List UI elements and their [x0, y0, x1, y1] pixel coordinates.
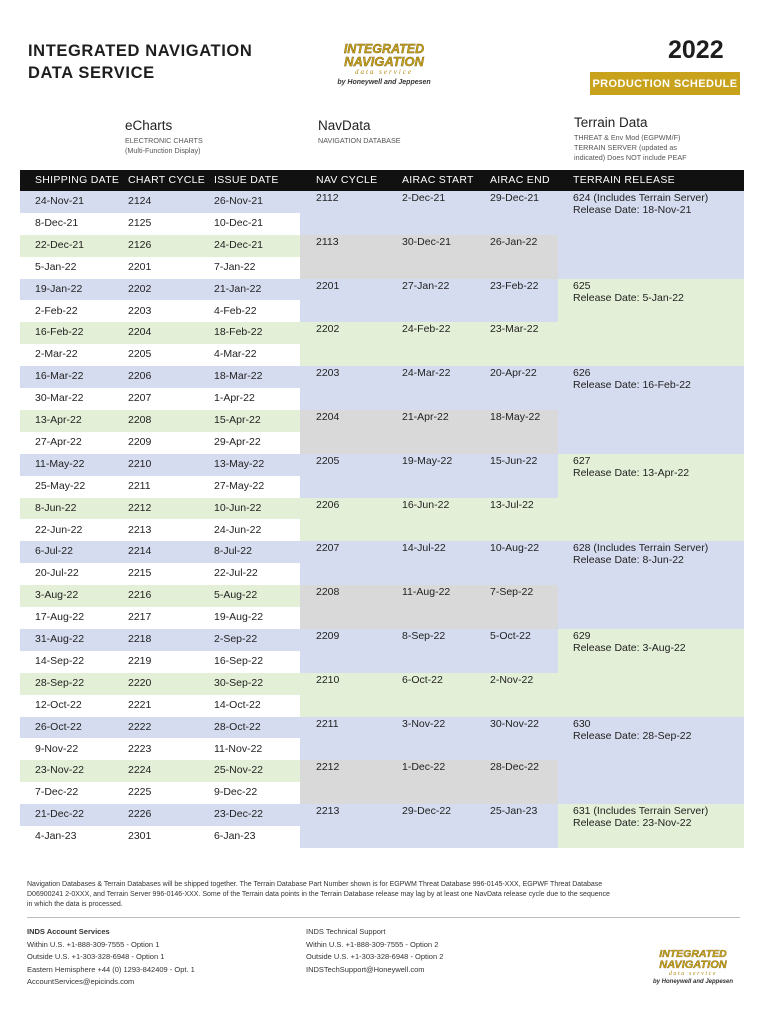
echarts-cell-shipping-date: 16-Feb-22: [35, 326, 84, 339]
echarts-cell-chart-cycle: 2221: [128, 698, 152, 711]
svg-text:data service: data service: [668, 971, 718, 977]
echarts-cell-chart-cycle: 2220: [128, 676, 152, 689]
navdata-cell-airac-start: 24-Mar-22: [402, 367, 451, 380]
echarts-subtitle-1: ELECTRONIC CHARTS: [125, 136, 203, 145]
echarts-cell-issue-date: 15-Apr-22: [214, 414, 261, 426]
echarts-cell-issue-date: 23-Dec-22: [214, 808, 264, 821]
echarts-cell-chart-cycle: 2201: [128, 260, 152, 273]
echarts-cell-chart-cycle: 2207: [128, 392, 152, 405]
navdata-cell-nav-cycle: 2209: [316, 630, 340, 642]
svg-text:by Honeywell and Jeppesen: by Honeywell and Jeppesen: [652, 979, 734, 985]
echarts-cell-chart-cycle: 2212: [128, 501, 152, 514]
echarts-cell-chart-cycle: 2213: [128, 523, 152, 536]
echarts-cell-shipping-date: 22-Jun-22: [35, 523, 83, 536]
echarts-cell-chart-cycle: 2224: [128, 764, 152, 777]
account-phone-outside: Outside U.S. +1-303-328-6948 - Option 1: [27, 952, 165, 961]
navdata-cell-airac-end: 23-Mar-22: [490, 323, 539, 336]
terrain-release-date: Release Date: 3-Aug-22: [573, 642, 686, 654]
terrain-release-number: 630: [573, 717, 591, 730]
echarts-cell-shipping-date: 9-Nov-22: [35, 742, 79, 755]
terrain-release-number: 627: [573, 454, 591, 467]
title-line-2: DATA SERVICE: [28, 64, 155, 82]
echarts-cell-chart-cycle: 2223: [128, 742, 152, 755]
navdata-cell-airac-end: 15-Jun-22: [490, 454, 538, 467]
navdata-cell-airac-end: 30-Nov-22: [490, 717, 540, 730]
navdata-cell-airac-start: 27-Jan-22: [402, 279, 450, 292]
account-services-title: INDS Account Services: [27, 927, 110, 936]
echarts-cell-shipping-date: 8-Jun-22: [35, 501, 77, 514]
echarts-cell-chart-cycle: 2217: [128, 611, 152, 624]
echarts-cell-issue-date: 22-Jul-22: [214, 567, 258, 580]
echarts-cell-shipping-date: 16-Mar-22: [35, 370, 84, 383]
echarts-cell-chart-cycle: 2124: [128, 195, 152, 207]
footer-divider: [27, 917, 740, 918]
account-phone-eastern: Eastern Hemisphere +44 (0) 1293-842409 - Opt. 1: [27, 964, 195, 974]
echarts-cell-chart-cycle: 2202: [128, 282, 152, 295]
echarts-cell-chart-cycle: 2222: [128, 720, 152, 733]
document-title: [28, 40, 252, 84]
navdata-cell-airac-start: 21-Apr-22: [402, 411, 449, 423]
svg-text:NAVIGATION: NAVIGATION: [659, 959, 727, 971]
tech-email-link[interactable]: INDSTechSupport@Honeywell.com: [306, 964, 425, 974]
terrain-release-number: 628 (Includes Terrain Server): [573, 542, 709, 555]
echarts-cell-chart-cycle: 2226: [128, 808, 152, 821]
svg-text:NAVIGATION: NAVIGATION: [344, 54, 424, 69]
navdata-cell-nav-cycle: 2205: [316, 454, 340, 467]
echarts-cell-shipping-date: 13-Apr-22: [35, 414, 82, 426]
navdata-cell-nav-cycle: 2201: [316, 279, 340, 292]
echarts-cell-shipping-date: 11-May-22: [35, 457, 85, 470]
navdata-cell-airac-start: 14-Jul-22: [402, 542, 446, 555]
echarts-cell-issue-date: 4-Mar-22: [214, 348, 257, 361]
navdata-cell-airac-end: 26-Jan-22: [490, 235, 538, 248]
echarts-cell-shipping-date: 3-Aug-22: [35, 589, 79, 602]
navdata-cell-nav-cycle: 2207: [316, 542, 340, 555]
echarts-cell-issue-date: 5-Aug-22: [214, 589, 258, 602]
echarts-cell-issue-date: 10-Dec-21: [214, 216, 264, 229]
tech-phone-us: Within U.S. +1-888-309-7555 - Option 2: [306, 939, 439, 949]
navdata-cell-nav-cycle: 2202: [316, 323, 340, 336]
navdata-cell-nav-cycle: 2212: [316, 761, 340, 774]
echarts-cell-shipping-date: 17-Aug-22: [35, 611, 85, 624]
echarts-cell-shipping-date: 4-Jan-23: [35, 830, 77, 843]
echarts-cell-issue-date: 13-May-22: [214, 457, 265, 470]
echarts-cell-shipping-date: 2-Feb-22: [35, 304, 78, 317]
echarts-cell-issue-date: 7-Jan-22: [214, 260, 256, 273]
svg-text:INTEGRATED: INTEGRATED: [659, 948, 727, 960]
terrain-release-date: Release Date: 8-Jun-22: [573, 554, 684, 567]
production-schedule-badge: PRODUCTION SCHEDULE: [590, 72, 740, 95]
terrain-release-date: Release Date: 23-Nov-22: [573, 817, 692, 830]
navdata-cell-airac-end: 2-Nov-22: [490, 673, 534, 686]
navdata-cell-airac-start: 6-Oct-22: [402, 673, 443, 686]
navdata-cell-nav-cycle: 2208: [316, 586, 340, 599]
echarts-cell-shipping-date: 24-Nov-21: [35, 195, 85, 207]
echarts-cell-issue-date: 14-Oct-22: [214, 698, 261, 711]
echarts-cell-chart-cycle: 2206: [128, 370, 152, 383]
title-line-1: INTEGRATED NAVIGATION: [28, 42, 253, 60]
echarts-cell-shipping-date: 31-Aug-22: [35, 633, 85, 645]
svg-text:data service: data service: [354, 68, 414, 76]
col-header-nav-cycle: NAV CYCLE: [316, 174, 378, 186]
echarts-title: eCharts: [125, 118, 173, 133]
navdata-cell-nav-cycle: 2211: [316, 717, 339, 730]
terrain-subtitle-2: TERRAIN SERVER (updated as: [574, 143, 677, 152]
terrain-release-date: Release Date: 16-Feb-22: [573, 379, 691, 392]
navdata-cell-airac-start: 3-Nov-22: [402, 717, 446, 730]
terrain-section-header: [574, 115, 687, 163]
navdata-cell-airac-start: 2-Dec-21: [402, 192, 446, 204]
navdata-cell-airac-start: 19-May-22: [402, 454, 453, 467]
terrain-release-number: 626: [573, 367, 591, 380]
navdata-cell-nav-cycle: 2112: [316, 192, 339, 204]
tech-support-title: INDS Technical Support: [306, 927, 386, 936]
terrain-title: Terrain Data: [574, 115, 648, 130]
terrain-release-number: 625: [573, 279, 591, 292]
echarts-cell-shipping-date: 8-Dec-21: [35, 216, 79, 229]
echarts-cell-issue-date: 24-Jun-22: [214, 523, 262, 536]
navdata-cell-nav-cycle: 2203: [316, 367, 340, 380]
echarts-cell-issue-date: 19-Aug-22: [214, 611, 264, 624]
navdata-cell-nav-cycle: 2204: [316, 411, 340, 423]
echarts-cell-issue-date: 27-May-22: [214, 479, 265, 492]
navdata-section-header: [318, 118, 401, 146]
echarts-cell-shipping-date: 28-Sep-22: [35, 676, 85, 689]
navdata-cell-airac-start: 29-Dec-22: [402, 805, 452, 818]
navdata-cell-airac-end: 28-Dec-22: [490, 761, 540, 774]
echarts-cell-issue-date: 11-Nov-22: [214, 742, 263, 755]
echarts-cell-chart-cycle: 2215: [128, 567, 152, 580]
echarts-section-header: [125, 118, 203, 156]
navdata-cell-airac-end: 20-Apr-22: [490, 367, 537, 380]
echarts-cell-issue-date: 25-Nov-22: [214, 764, 264, 777]
echarts-cell-issue-date: 6-Jan-23: [214, 830, 256, 843]
echarts-cell-issue-date: 26-Nov-21: [214, 195, 264, 207]
terrain-release-number: 629: [573, 630, 591, 642]
echarts-cell-shipping-date: 30-Mar-22: [35, 392, 84, 405]
echarts-cell-shipping-date: 6-Jul-22: [35, 545, 73, 558]
echarts-cell-shipping-date: 21-Dec-22: [35, 808, 85, 821]
note-line-3: in which the data is processed.: [27, 901, 123, 908]
echarts-cell-chart-cycle: 2225: [128, 786, 152, 799]
navdata-cell-airac-end: 5-Oct-22: [490, 630, 531, 642]
echarts-cell-chart-cycle: 2301: [128, 830, 152, 843]
echarts-cell-chart-cycle: 2211: [128, 479, 151, 492]
note-line-1: Navigation Databases & Terrain Databases will be shipped together. The Terrain Database Part Number shown is for EGPWM Threat Database 996-0145-XXX, EGPWF Threat Database: [27, 881, 603, 888]
echarts-cell-shipping-date: 25-May-22: [35, 479, 86, 492]
echarts-cell-shipping-date: 14-Sep-22: [35, 654, 85, 667]
echarts-cell-issue-date: 30-Sep-22: [214, 676, 264, 689]
navdata-cell-airac-start: 8-Sep-22: [402, 630, 446, 642]
echarts-cell-chart-cycle: 2205: [128, 348, 152, 361]
terrain-release-date: Release Date: 5-Jan-22: [573, 291, 684, 304]
echarts-cell-shipping-date: 22-Dec-21: [35, 238, 85, 251]
navdata-cell-airac-end: 7-Sep-22: [490, 586, 534, 599]
navdata-cell-airac-end: 13-Jul-22: [490, 498, 534, 511]
navdata-cell-airac-end: 10-Aug-22: [490, 542, 540, 555]
echarts-cell-issue-date: 18-Feb-22: [214, 326, 263, 339]
echarts-cell-shipping-date: 19-Jan-22: [35, 282, 83, 295]
echarts-cell-shipping-date: 7-Dec-22: [35, 786, 79, 799]
col-header-issue-date: ISSUE DATE: [214, 174, 279, 186]
col-header-shipping-date: SHIPPING DATE: [35, 174, 120, 186]
navdata-cell-nav-cycle: 2206: [316, 498, 340, 511]
col-header-airac-end: AIRAC END: [490, 174, 550, 186]
echarts-cell-issue-date: 28-Oct-22: [214, 720, 261, 733]
shipping-note: [27, 880, 747, 910]
navdata-cell-airac-end: 18-May-22: [490, 411, 541, 423]
note-line-2: D06900241 2-0XXX, and Terrain Server 996-0146-XXX. Some of the Terrain data points in the Terrain Database release may lag by at least one NavData release cycle due to the sequence: [27, 891, 610, 898]
echarts-cell-issue-date: 2-Sep-22: [214, 633, 258, 645]
echarts-cell-issue-date: 8-Jul-22: [214, 545, 252, 558]
echarts-cell-issue-date: 9-Dec-22: [214, 786, 258, 799]
echarts-cell-chart-cycle: 2203: [128, 304, 152, 317]
navdata-title: NavData: [318, 118, 371, 133]
navdata-cell-airac-start: 24-Feb-22: [402, 323, 451, 336]
echarts-cell-chart-cycle: 2218: [128, 633, 152, 645]
echarts-cell-chart-cycle: 2125: [128, 216, 152, 229]
terrain-release-number: 624 (Includes Terrain Server): [573, 192, 709, 204]
terrain-release-date: Release Date: 28-Sep-22: [573, 729, 692, 742]
navdata-cell-nav-cycle: 2113: [316, 235, 339, 248]
echarts-cell-issue-date: 18-Mar-22: [214, 370, 263, 383]
account-services-contact: [27, 926, 195, 989]
inds-logo: [326, 40, 442, 88]
echarts-cell-chart-cycle: 2216: [128, 589, 152, 602]
navdata-cell-airac-end: 29-Dec-21: [490, 192, 540, 204]
echarts-cell-shipping-date: 12-Oct-22: [35, 698, 82, 711]
echarts-cell-shipping-date: 26-Oct-22: [35, 720, 82, 733]
echarts-cell-shipping-date: 27-Apr-22: [35, 435, 82, 448]
echarts-cell-issue-date: 1-Apr-22: [214, 392, 255, 405]
account-email-link[interactable]: AccountServices@epicinds.com: [27, 977, 135, 986]
echarts-cell-chart-cycle: 2126: [128, 238, 152, 251]
navdata-cell-airac-start: 16-Jun-22: [402, 498, 450, 511]
echarts-cell-issue-date: 16-Sep-22: [214, 654, 264, 667]
terrain-subtitle-1: THREAT & Env Mod (EGPWM/F): [574, 133, 681, 142]
navdata-cell-airac-end: 23-Feb-22: [490, 279, 539, 292]
echarts-subtitle-2: (Multi-Function Display): [125, 146, 201, 155]
echarts-cell-chart-cycle: 2208: [128, 414, 152, 426]
col-header-chart-cycle: CHART CYCLE: [128, 174, 206, 186]
account-phone-us: Within U.S. +1-888-309-7555 - Option 1: [27, 939, 160, 949]
navdata-cell-airac-start: 11-Aug-22: [402, 586, 451, 599]
echarts-cell-issue-date: 4-Feb-22: [214, 304, 257, 317]
navdata-cell-airac-start: 30-Dec-21: [402, 235, 452, 248]
navdata-subtitle: NAVIGATION DATABASE: [318, 136, 401, 145]
navdata-cell-nav-cycle: 2213: [316, 805, 340, 818]
technical-support-contact: [306, 926, 443, 976]
terrain-subtitle-3: indicated) Does NOT include PEAF: [574, 153, 687, 162]
echarts-cell-chart-cycle: 2219: [128, 654, 152, 667]
navdata-cell-nav-cycle: 2210: [316, 673, 340, 686]
terrain-release-date: Release Date: 18-Nov-21: [573, 204, 692, 216]
inds-footer-logo: [644, 946, 742, 986]
echarts-cell-shipping-date: 23-Nov-22: [35, 764, 85, 777]
echarts-cell-chart-cycle: 2209: [128, 435, 152, 448]
echarts-cell-issue-date: 24-Dec-21: [214, 238, 264, 251]
echarts-cell-shipping-date: 5-Jan-22: [35, 260, 77, 273]
terrain-release-date: Release Date: 13-Apr-22: [573, 466, 690, 479]
echarts-cell-chart-cycle: 2210: [128, 457, 152, 470]
echarts-cell-chart-cycle: 2214: [128, 545, 152, 558]
svg-text:by Honeywell and Jeppesen: by Honeywell and Jeppesen: [337, 79, 431, 86]
col-header-terrain-release: TERRAIN RELEASE: [573, 174, 675, 186]
svg-text:INTEGRATED: INTEGRATED: [343, 42, 425, 56]
col-header-airac-start: AIRAC START: [402, 174, 474, 186]
terrain-release-number: 631 (Includes Terrain Server): [573, 805, 709, 818]
navdata-cell-airac-start: 1-Dec-22: [402, 761, 446, 774]
echarts-cell-chart-cycle: 2204: [128, 326, 152, 339]
tech-phone-outside: Outside U.S. +1-303-328-6948 - Option 2: [306, 952, 444, 961]
echarts-cell-issue-date: 29-Apr-22: [214, 435, 261, 448]
echarts-cell-shipping-date: 20-Jul-22: [35, 567, 79, 580]
echarts-cell-issue-date: 21-Jan-22: [214, 282, 262, 295]
navdata-cell-airac-end: 25-Jan-23: [490, 805, 538, 818]
echarts-cell-issue-date: 10-Jun-22: [214, 501, 262, 514]
echarts-cell-shipping-date: 2-Mar-22: [35, 348, 78, 361]
year-label: 2022: [668, 36, 724, 64]
